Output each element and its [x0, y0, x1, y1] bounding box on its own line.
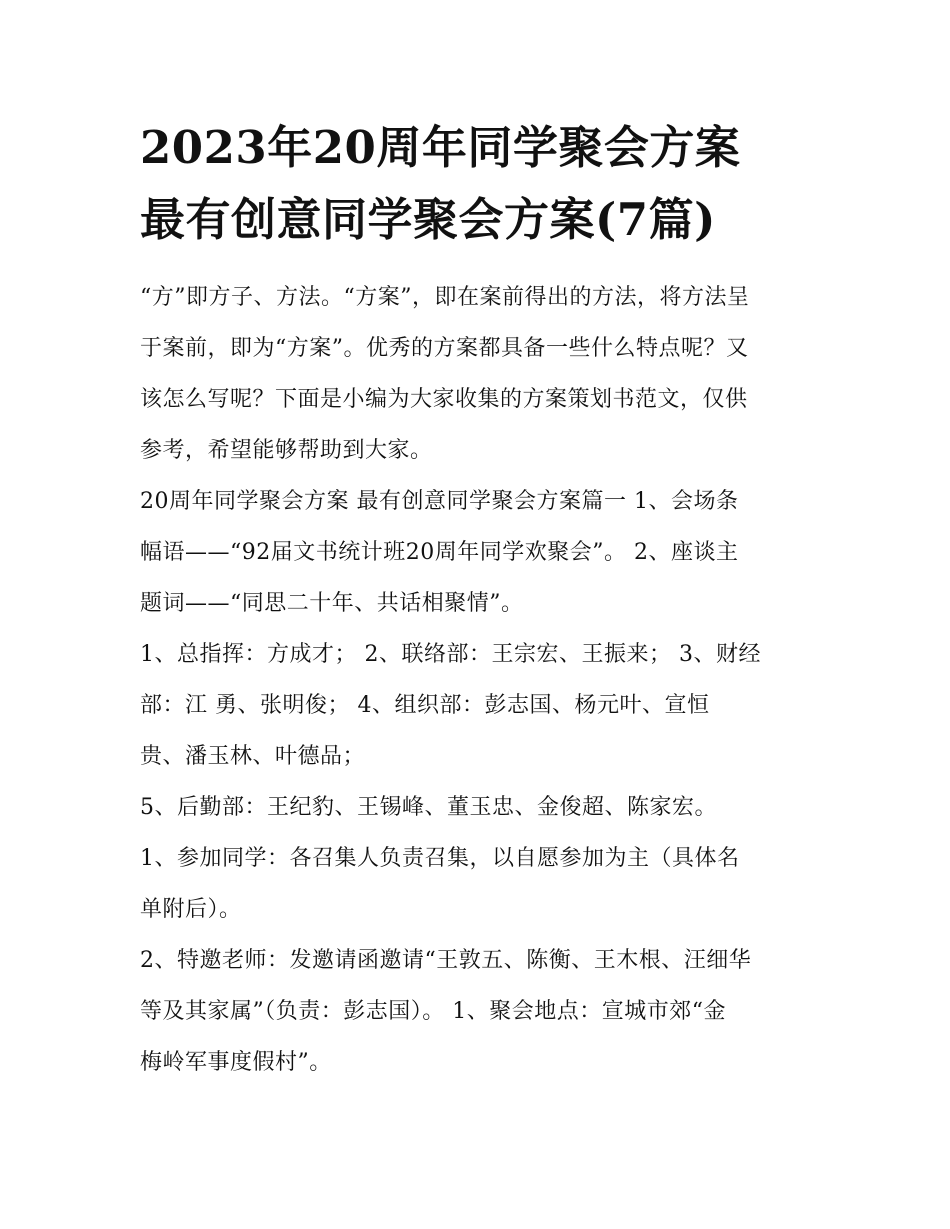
logistics-paragraph [140, 782, 815, 833]
document-page [140, 112, 815, 1088]
title-line: 最有创意同学聚会方案(7篇) [140, 193, 716, 246]
paragraph-line: 2、特邀老师：发邀请函邀请“王敦五、陈衡、王木根、汪细华 [140, 948, 752, 973]
banner-paragraph [140, 476, 815, 629]
paragraph-line: “方”即方子、方法。“方案”，即在案前得出的方法，将方法呈 [140, 285, 750, 310]
paragraph-line: 题词——“同思二十年、共话相聚情”。 [140, 591, 524, 616]
paragraph-line: 幅语——“92届文书统计班20周年同学欢聚会”。 2、座谈主 [140, 540, 739, 565]
intro-paragraph [140, 272, 815, 476]
paragraph-line: 单附后）。 [140, 897, 242, 922]
paragraph-line: 于案前，即为“方案”。优秀的方案都具备一些什么特点呢？又 [140, 336, 749, 361]
paragraph-line: 1、总指挥：方成才； 2、联络部：王宗宏、王振来； 3、财经 [140, 642, 761, 667]
participants-paragraph [140, 833, 815, 935]
paragraph-line: 贵、潘玉林、叶德品； [140, 744, 366, 769]
paragraph-line: 该怎么写呢？下面是小编为大家收集的方案策划书范文，仅供 [140, 387, 748, 412]
paragraph-line: 20周年同学聚会方案 最有创意同学聚会方案篇一 1、会场条 [140, 489, 739, 514]
document-title [140, 112, 815, 256]
teachers-paragraph [140, 935, 815, 1088]
paragraph-line: 1、参加同学：各召集人负责召集，以自愿参加为主（具体名 [140, 846, 740, 871]
document-body [140, 272, 815, 1088]
paragraph-line: 梅岭军事度假村”。 [140, 1050, 332, 1075]
organization-paragraph [140, 629, 815, 782]
paragraph-line: 部：江 勇、张明俊； 4、组织部：彭志国、杨元叶、宣恒 [140, 693, 710, 718]
title-line: 2023年20周年同学聚会方案 [140, 121, 741, 174]
paragraph-line: 等及其家属”（负责：彭志国）。 1、聚会地点：宣城市郊“金 [140, 999, 726, 1024]
paragraph-line: 5、后勤部：王纪豹、王锡峰、董玉忠、金俊超、陈家宏。 [140, 795, 717, 820]
paragraph-line: 参考，希望能够帮助到大家。 [140, 438, 433, 463]
